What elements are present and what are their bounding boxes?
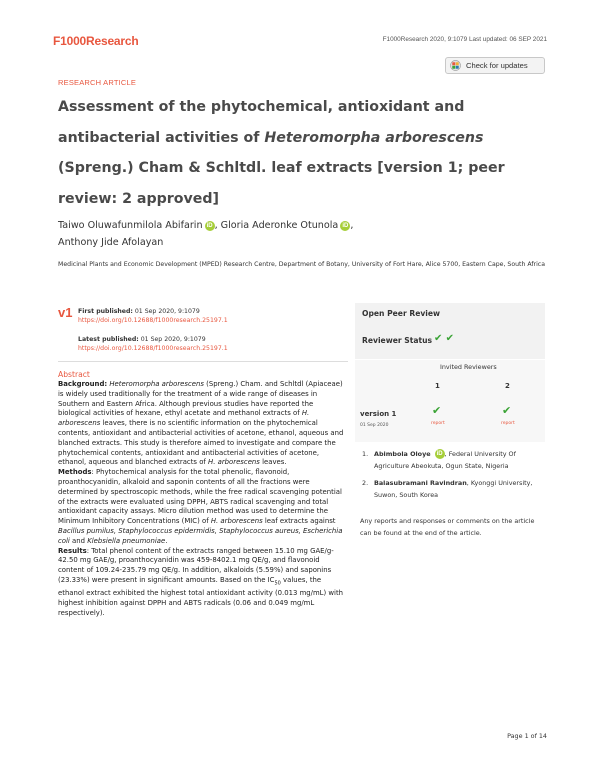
orcid-icon[interactable]: iD: [342, 223, 349, 229]
list-item: 1. Abimbola Oloye iD , Federal University Of Agriculture Abeokuta, Ogun State, Nigeria: [362, 450, 516, 470]
reviewer-1-name[interactable]: Abimbola Oloye: [374, 450, 431, 458]
approved-check-icon: ✔: [502, 404, 512, 417]
latest-published-doi-link[interactable]: https://doi.org/10.12688/f1000research.25197.1: [78, 344, 228, 352]
reviewer-table: [355, 360, 545, 442]
abstract-methods: Methods: Phytochemical analysis for the total phenolic, flavonoid, proanthocyanidin, alkaloid and saponin contents of all the fractions were determined by spectroscopic methods, while the free radical scavenging potential of the extracts were evaluated using DPPH, ABTS radical scavenging and total antioxidant capacity assays. Micro dilution method was used to determine the Minimum Inhibitory Concentrations (MIC) of H. arborescens leaf extracts against Bacillus pumilus, Staphylococcus epidermidis, Staphylococcus aureus, Escherichia coli and Klebsiella pneumoniae.: [58, 468, 343, 545]
approved-check-icon: ✔: [445, 333, 454, 344]
author-name[interactable]: Taiwo Oluwafunmilola Abifarin: [58, 220, 203, 231]
citation-line: F1000Research 2020, 9:1079 Last updated: 06 SEP 2021: [382, 36, 547, 43]
version-row-label: version 1: [360, 410, 397, 418]
reviewer-list: [362, 449, 547, 507]
reviewer-2-report-link[interactable]: report: [501, 421, 515, 426]
orcid-icon[interactable]: iD: [206, 223, 213, 229]
list-item: 2. Balasubramani Ravindran, Kyonggi University, Suwon, South Korea: [362, 479, 533, 499]
article-title: Assessment of the phytochemical, antioxidant and antibacterial activities of Heteromorpha arborescens (Spreng.) Cham & Schltdl. leaf extracts [version 1; peer review: 2 approved]: [58, 99, 505, 207]
invited-reviewers-heading: Invited Reviewers: [440, 363, 497, 371]
check-for-updates-button[interactable]: [445, 57, 545, 74]
article-type: RESEARCH ARTICLE: [58, 78, 137, 87]
first-published-date: 01 Sep 2020, 9:1079: [134, 308, 200, 315]
author-list: Taiwo Oluwafunmilola Abifarin iD , Gloria Aderonke Otunola iD , Anthony Jide Afolayan: [58, 220, 354, 248]
latest-published-label: Latest published:: [78, 335, 139, 343]
abstract-background: Background: Heteromorpha arborescens (Spreng.) Cham. and Schltdl (Apiaceae) is widely used traditionally for the treatment of a wide range of diseases in Southern and Eastern Africa. Although previous studies have reported the biological activities of hexane, ethyl acetate and methanol extracts of H. arborescens leaves, there is no scientific information on the phytochemical contents, antioxidant and antibacterial activities of acetone, ethanol, aqueous and blanched extracts. This study is therefore aimed to investigate and compare the phytochemical contents, antioxidant and antibacterial activities of acetone, ethanol, aqueous and blanched extracts of H. arborescens leaves.: [58, 380, 344, 467]
approved-status-icons: [434, 333, 454, 344]
affiliation: Medicinal Plants and Economic Development (MPED) Research Centre, Department of Botany, University of Fort Hare, Alice 5700, Eastern Cape, South Africa: [58, 261, 546, 268]
author-name[interactable]: Gloria Aderonke Otunola: [220, 220, 339, 231]
title-species: Heteromorpha arborescens: [264, 129, 484, 146]
abstract-body: [58, 380, 348, 619]
approved-check-icon: ✔: [432, 404, 442, 417]
reviewer-column-1: 1: [435, 382, 440, 390]
open-peer-review-heading: Open Peer Review: [362, 309, 441, 318]
author-name[interactable]: Anthony Jide Afolayan: [58, 237, 164, 248]
check-for-updates-label: Check for updates: [466, 61, 528, 70]
reviewer-2-name[interactable]: Balasubramani Ravindran: [374, 479, 467, 487]
abstract-heading: Abstract: [58, 370, 90, 379]
version-row-date: 01 Sep 2020: [360, 423, 389, 428]
first-published-doi-link[interactable]: https://doi.org/10.12688/f1000research.25197.1: [78, 317, 228, 325]
reviewer-1-report-link[interactable]: report: [431, 421, 445, 426]
version-label: v1: [58, 305, 73, 320]
latest-published-date: 01 Sep 2020, 9:1079: [140, 335, 206, 343]
orcid-icon[interactable]: iD: [436, 451, 443, 457]
reviewer-status-label: Reviewer Status: [362, 336, 433, 345]
approved-check-icon: ✔: [434, 333, 443, 344]
journal-logo: F1000Research: [53, 34, 139, 48]
reviewer-column-2: 2: [505, 382, 510, 390]
abstract-results: Results: Total phenol content of the extracts ranged between 15.10 mg GAE/g- 42.50 mg GAE/g, proanthocyanidin was 459-8402.1 mg QE/g, and flavonoid content of 109.24-235.79 mg QE/g. In addition, alkaloids (5.59%) and saponins (23.33%) were present in significant amounts. Based on the $IC_{50}$ values, the ethanol extract exhibited the highest total antioxidant activity (0.013 mg/mL) with highest inhibition against DPPH and ABTS radicals (0.06 and 0.049 mg/mL respectively).: [58, 546, 344, 617]
crossmark-icon: [450, 60, 461, 71]
reviews-note: Any reports and responses or comments on the article can be found at the end of the article.: [360, 517, 535, 537]
divider: [58, 361, 348, 362]
first-published-label: First published:: [78, 308, 133, 315]
page-number: Page 1 of 14: [507, 732, 547, 740]
